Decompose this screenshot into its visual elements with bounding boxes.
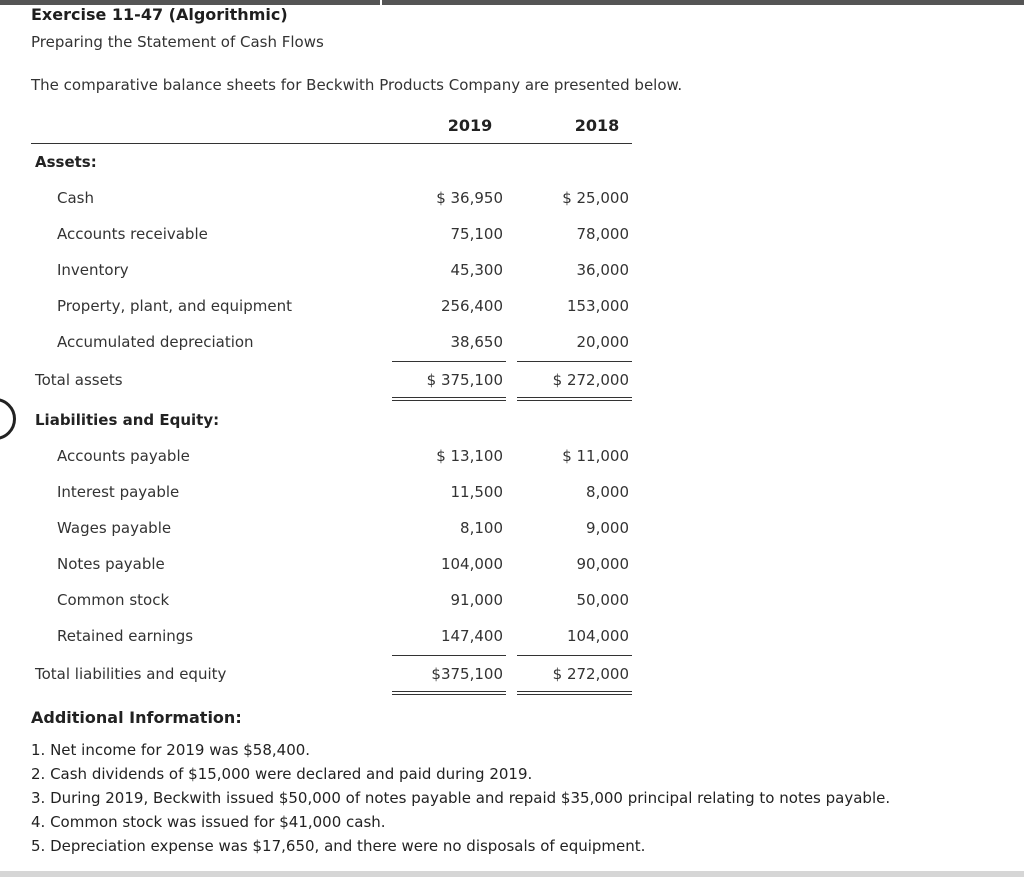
row-label: Interest payable xyxy=(57,483,180,501)
value-2018: 50,000 xyxy=(576,591,629,609)
subtotal-rule-2019 xyxy=(392,361,506,362)
value-2018: 153,000 xyxy=(566,297,629,315)
value-2019: 75,100 xyxy=(450,225,503,243)
value-2018: 8,000 xyxy=(586,483,629,501)
exercise-intro: The comparative balance sheets for Beckwith Products Company are presented below. xyxy=(31,76,683,94)
value-2018: 78,000 xyxy=(576,225,629,243)
value-2019: $ 36,950 xyxy=(436,189,503,207)
list-item: 4. Common stock was issued for $41,000 cash. xyxy=(31,813,386,831)
row-label: Inventory xyxy=(57,261,129,279)
row-label: Accounts receivable xyxy=(57,225,208,243)
column-header-2019: 2019 xyxy=(447,116,493,135)
value-2019: 38,650 xyxy=(450,333,503,351)
row-label: Cash xyxy=(57,189,94,207)
row-label: Property, plant, and equipment xyxy=(57,297,292,315)
value-2018: 104,000 xyxy=(566,627,629,645)
exercise-title: Exercise 11-47 (Algorithmic) xyxy=(31,5,288,24)
value-2018: 90,000 xyxy=(576,555,629,573)
value-2018: 20,000 xyxy=(576,333,629,351)
assets-heading: Assets: xyxy=(35,153,97,171)
total-assets-2019: $ 375,100 xyxy=(426,371,503,389)
top-border-gap xyxy=(380,0,382,5)
value-2019: 147,400 xyxy=(440,627,503,645)
bottom-border xyxy=(0,871,1024,877)
list-item: 2. Cash dividends of $15,000 were declared and paid during 2019. xyxy=(31,765,533,783)
list-item: 5. Depreciation expense was $17,650, and there were no disposals of equipment. xyxy=(31,837,646,855)
header-rule xyxy=(31,143,632,144)
subtotal-rule-2018 xyxy=(517,361,632,362)
value-2018: $ 11,000 xyxy=(562,447,629,465)
total-liabilities-2019: $375,100 xyxy=(431,665,503,683)
value-2019: 104,000 xyxy=(440,555,503,573)
additional-info-heading: Additional Information: xyxy=(31,708,242,727)
value-2018: $ 25,000 xyxy=(562,189,629,207)
value-2019: 8,100 xyxy=(460,519,503,537)
row-label: Accounts payable xyxy=(57,447,190,465)
total-liabilities-label: Total liabilities and equity xyxy=(35,665,227,683)
row-label: Retained earnings xyxy=(57,627,194,645)
value-2018: 36,000 xyxy=(576,261,629,279)
value-2019: 11,500 xyxy=(450,483,503,501)
exercise-subtitle: Preparing the Statement of Cash Flows xyxy=(31,33,324,51)
total-double-rule-2019 xyxy=(392,397,506,401)
total-assets-label: Total assets xyxy=(35,371,123,389)
value-2019: $ 13,100 xyxy=(436,447,503,465)
subtotal-rule-2019 xyxy=(392,655,506,656)
row-label: Accumulated depreciation xyxy=(57,333,254,351)
value-2018: 9,000 xyxy=(586,519,629,537)
total-double-rule-2019 xyxy=(392,691,506,695)
scroll-marker-circle xyxy=(0,398,16,440)
subtotal-rule-2018 xyxy=(517,655,632,656)
list-item: 3. During 2019, Beckwith issued $50,000 of notes payable and repaid $35,000 principal relating to notes payable. xyxy=(31,789,891,807)
total-assets-2018: $ 272,000 xyxy=(552,371,629,389)
value-2019: 256,400 xyxy=(440,297,503,315)
total-liabilities-2018: $ 272,000 xyxy=(552,665,629,683)
total-double-rule-2018 xyxy=(517,397,632,401)
value-2019: 91,000 xyxy=(450,591,503,609)
row-label: Wages payable xyxy=(57,519,172,537)
total-double-rule-2018 xyxy=(517,691,632,695)
row-label: Common stock xyxy=(57,591,170,609)
liabilities-heading: Liabilities and Equity: xyxy=(35,411,220,429)
row-label: Notes payable xyxy=(57,555,165,573)
list-item: 1. Net income for 2019 was $58,400. xyxy=(31,741,311,759)
value-2019: 45,300 xyxy=(450,261,503,279)
column-header-2018: 2018 xyxy=(574,116,620,135)
